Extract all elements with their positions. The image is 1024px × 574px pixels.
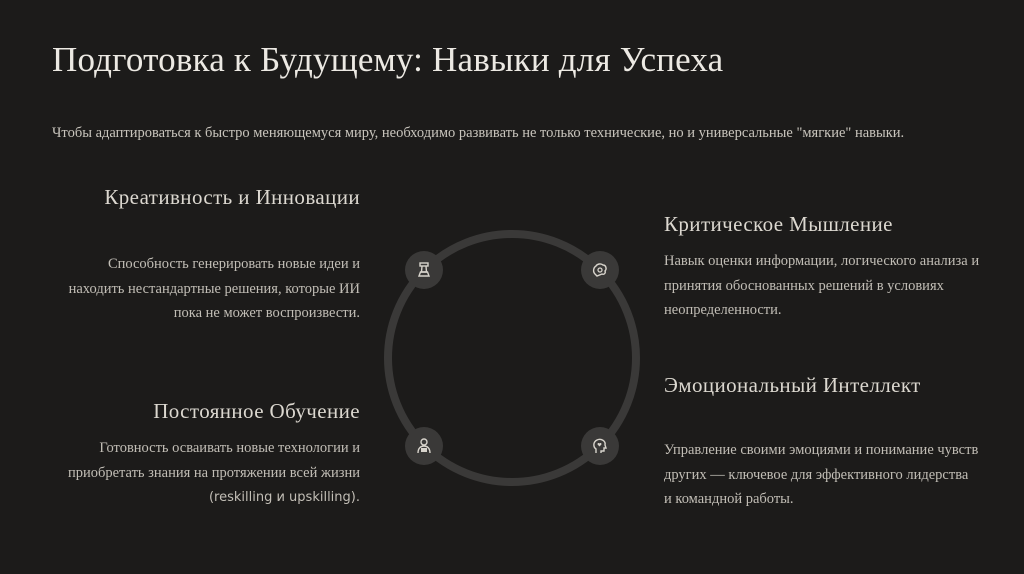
brain-gear-icon — [591, 261, 609, 279]
learning-node — [405, 427, 443, 465]
slide-title: Подготовка к Будущему: Навыки для Успеха — [52, 40, 724, 79]
emotional-intelligence-title: Эмоциональный Интеллект — [664, 373, 921, 397]
intro-text: Чтобы адаптироваться к быстро меняющемуся миру, необходимо развивать не только технические, но и универсальные "мягкие" навыки. — [52, 125, 905, 141]
critical-thinking-description: Навык оценки информации, логического анализа и принятия обоснованных решений в условиях неопределенности. — [664, 253, 980, 318]
chess-piece-icon — [415, 261, 433, 279]
critical-thinking-title: Критическое Мышление — [664, 212, 893, 236]
learning-title: Постоянное Обучение — [153, 399, 360, 423]
learning-description-main: Готовность осваивать новые технологии и приобретать знания на протяжении всей жизни — [67, 440, 360, 481]
creativity-node — [405, 251, 443, 289]
creativity-title: Креативность и Инновации — [104, 185, 360, 209]
creativity-description: Способность генерировать новые идеи и находить нестандартные решения, которые ИИ пока не может воспроизвести. — [68, 256, 360, 321]
learner-icon — [415, 437, 433, 455]
learning-description — [60, 436, 360, 511]
learning-description-terms: (reskilling и upskilling). — [208, 490, 360, 505]
skills-cycle-diagram — [380, 226, 644, 490]
emotional-intelligence-node — [581, 427, 619, 465]
emotional-intelligence-description: Управление своими эмоциями и понимание чувств других — ключевое для эффективного лидерства и командной работы. — [664, 442, 979, 507]
critical-thinking-node — [581, 251, 619, 289]
head-heart-icon — [591, 437, 609, 455]
